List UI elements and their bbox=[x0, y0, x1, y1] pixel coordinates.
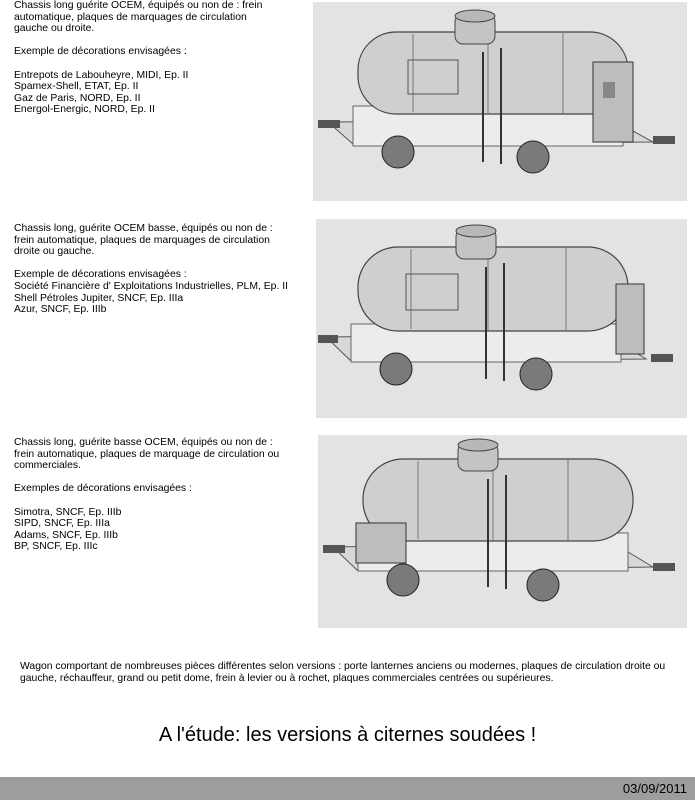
section-3-text bbox=[14, 437, 314, 553]
section-3-example: SIPD, SNCF, Ep. IIIa bbox=[14, 518, 110, 530]
section-2-examples-title: Exemple de décorations envisagées : bbox=[14, 269, 187, 281]
section-3-desc-line: Chassis long, guérite basse OCEM, équipés ou non de : bbox=[14, 437, 273, 448]
wagon-render-3 bbox=[318, 435, 687, 628]
section-1-example: Entrepots de Labouheyre, MIDI, Ep. II bbox=[14, 69, 189, 81]
section-1-desc-line: automatique, plaques de marquages de circulation bbox=[14, 11, 247, 23]
section-2-example: Azur, SNCF, Ep. IIIb bbox=[14, 304, 107, 316]
section-2-example: Société Financière d' Exploitations Industrielles, PLM, Ep. II bbox=[14, 280, 289, 292]
section-2-desc-line: Chassis long, guérite OCEM basse, équipés ou non de : bbox=[14, 223, 273, 234]
section-3-example: BP, SNCF, Ep. IIIc bbox=[14, 541, 98, 553]
tank-wagon-illustration bbox=[316, 219, 687, 418]
section-2-text bbox=[14, 223, 314, 316]
section-1-desc-line: gauche ou droite. bbox=[14, 23, 95, 35]
section-3-example: Adams, SNCF, Ep. IIIb bbox=[14, 529, 118, 541]
section-2-desc-line: frein automatique, plaques de marquages de circulation bbox=[14, 234, 270, 246]
section-1-desc-line: Chassis long guérite OCEM, équipés ou non de : frein bbox=[14, 0, 263, 11]
section-1-examples-title: Exemple de décorations envisagées : bbox=[14, 46, 187, 58]
section-1-example: Energol-Energic, NORD, Ep. II bbox=[14, 104, 155, 116]
section-3-desc-line: frein automatique, plaques de marquage de circulation ou bbox=[14, 448, 280, 460]
section-3-examples-title: Exemples de décorations envisagées : bbox=[14, 483, 192, 495]
footer-date: 03/09/2011 bbox=[622, 781, 687, 796]
footer-bar bbox=[0, 777, 695, 800]
versions-note: Wagon comportant de nombreuses pièces différentes selon versions : porte lanternes anciens ou modernes, plaques de circulation droite ou gauche, réchauffeur, grand ou petit dome, frein à levier ou à rochet, plaques commerciales centrées ou supérieures. bbox=[20, 661, 666, 684]
section-3-desc-line: commerciales. bbox=[14, 460, 81, 472]
section-1-example: Spamex-Shell, ETAT, Ep. II bbox=[14, 81, 139, 93]
wagon-render-2 bbox=[316, 219, 687, 418]
section-2-desc-line: droite ou gauche. bbox=[14, 246, 95, 258]
section-1-text bbox=[14, 0, 304, 116]
section-3-example: Simotra, SNCF, Ep. IIIb bbox=[14, 506, 122, 518]
tank-wagon-illustration bbox=[318, 435, 687, 628]
section-1-example: Gaz de Paris, NORD, Ep. II bbox=[14, 92, 141, 104]
section-2-example: Shell Pétroles Jupiter, SNCF, Ep. IIIa bbox=[14, 292, 184, 304]
tank-wagon-illustration bbox=[313, 2, 687, 201]
wagon-render-1 bbox=[313, 2, 687, 201]
study-headline: A l'étude: les versions à citernes soudées ! bbox=[158, 724, 537, 746]
